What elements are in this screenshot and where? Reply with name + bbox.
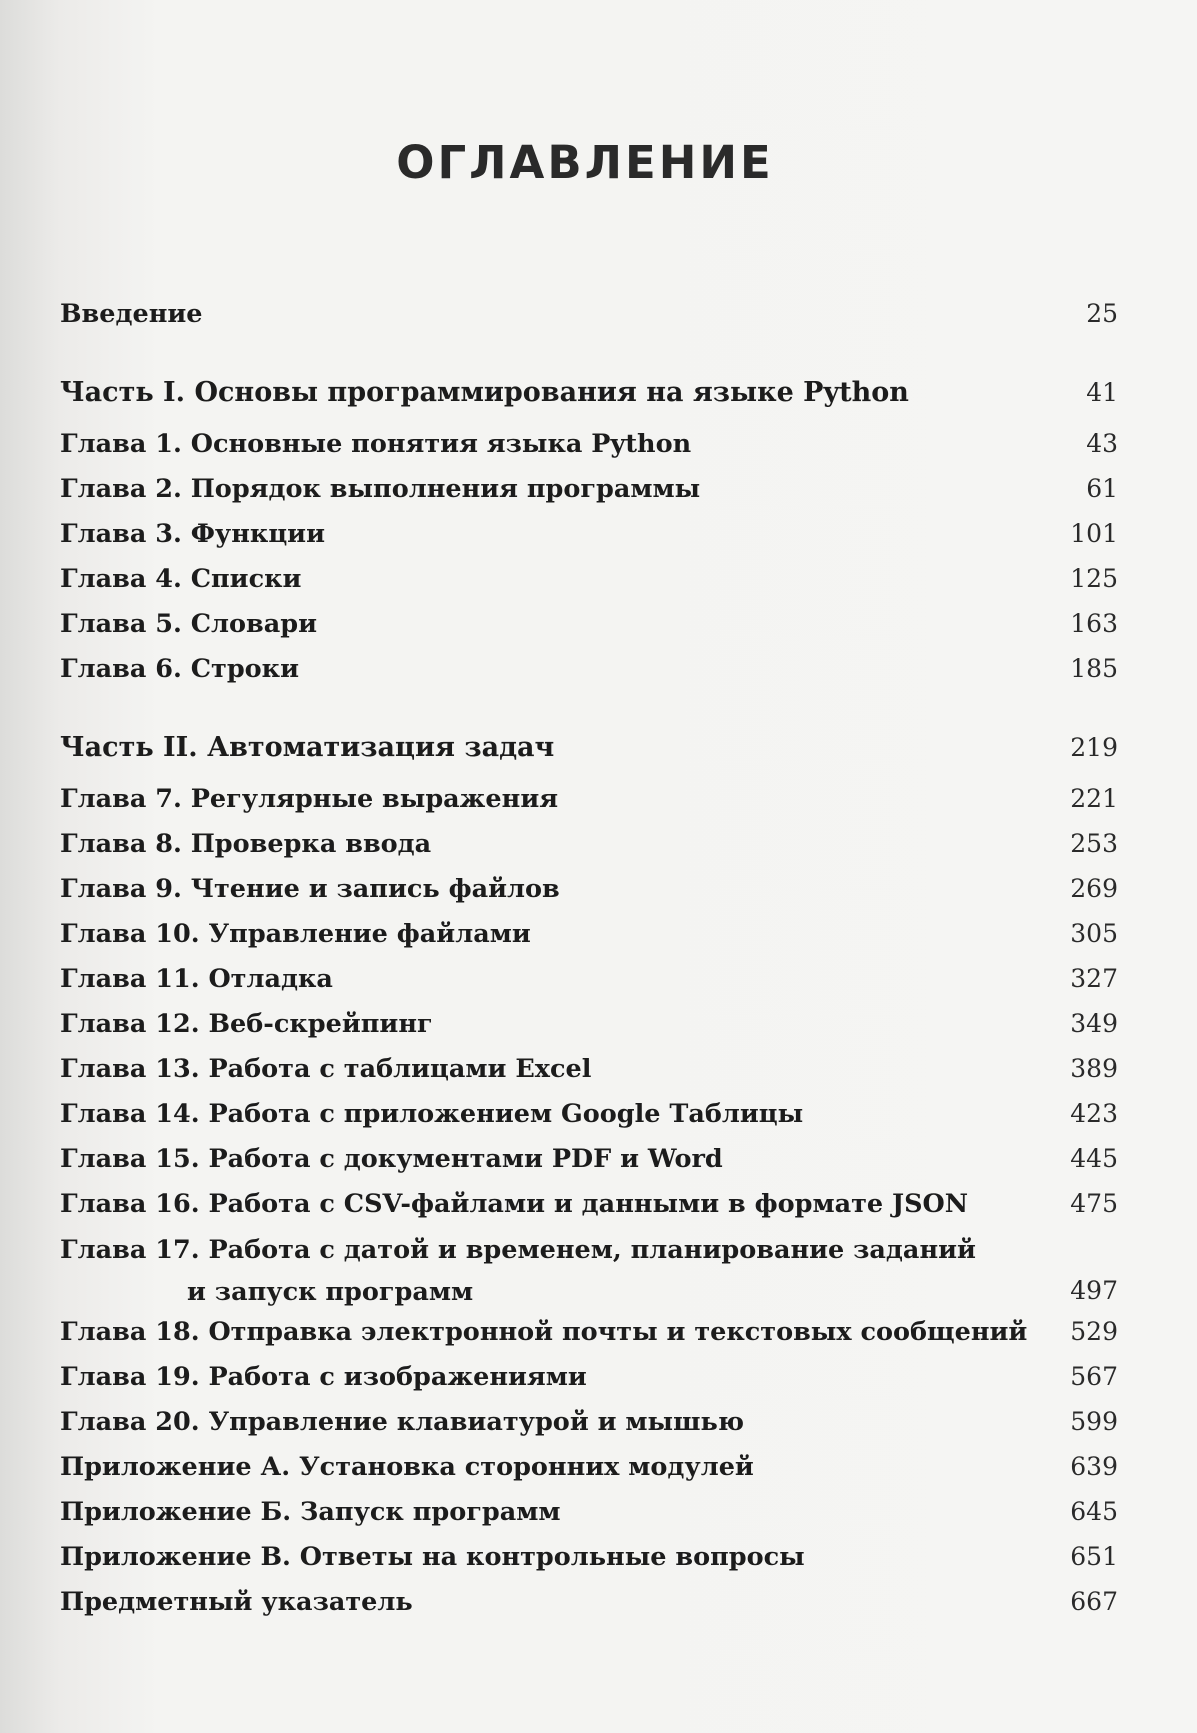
toc-entry-label: Глава 15. Работа с документами PDF и Word	[60, 1144, 723, 1174]
toc-entry-label: Глава 1. Основные понятия языка Python	[60, 429, 692, 459]
toc-entry-label: Глава 11. Отладка	[60, 964, 333, 994]
toc-entry-page: 43	[1086, 429, 1118, 458]
toc-entry-label: Глава 2. Порядок выполнения программы	[60, 474, 701, 504]
toc-entry-chapter-15	[60, 1139, 1118, 1179]
toc-entry-page: 497	[1070, 1276, 1118, 1305]
toc-entry-page: 645	[1070, 1497, 1118, 1526]
toc-entry-page: 41	[1086, 378, 1118, 407]
toc-entry-appendix-v	[60, 1537, 1118, 1577]
toc-entry-chapter-17	[60, 1229, 1118, 1313]
toc-entry-label: Часть I. Основы программирования на языке Python	[60, 377, 909, 408]
toc-entry-label: Глава 10. Управление файлами	[60, 919, 531, 949]
toc-entry-label: Глава 5. Словари	[60, 609, 317, 639]
toc-entry-chapter-12	[60, 1004, 1118, 1044]
toc-entry-chapter-7	[60, 779, 1118, 819]
toc-entry-page: 269	[1070, 874, 1118, 903]
toc-entry-chapter-14	[60, 1094, 1118, 1134]
toc-entry-page: 125	[1070, 564, 1118, 593]
toc-entry-chapter-6	[60, 649, 1118, 689]
toc-entry-label: Глава 20. Управление клавиатурой и мышью	[60, 1407, 744, 1437]
toc-entry-chapter-11	[60, 959, 1118, 999]
toc-entry-label: Глава 4. Списки	[60, 564, 302, 594]
toc-entry-chapter-1	[60, 424, 1118, 464]
toc-entry-page: 327	[1070, 964, 1118, 993]
toc-entry-chapter-10	[60, 914, 1118, 954]
toc-entry-page: 667	[1070, 1587, 1118, 1616]
toc-entry-label	[60, 1229, 976, 1313]
toc-entry-page: 475	[1070, 1189, 1118, 1218]
toc-entry-label: Глава 6. Строки	[60, 654, 299, 684]
toc-entry-label: Глава 18. Отправка электронной почты и текстовых сообщений	[60, 1317, 1028, 1347]
toc-entry-chapter-8	[60, 824, 1118, 864]
toc-entry-label: Предметный указатель	[60, 1587, 413, 1617]
toc-entry-page: 651	[1070, 1542, 1118, 1571]
toc-entry-page: 529	[1070, 1317, 1118, 1346]
toc-entry-label: Введение	[60, 299, 203, 329]
toc-entry-page: 423	[1070, 1099, 1118, 1128]
toc-entry-label: Глава 8. Проверка ввода	[60, 829, 432, 859]
toc-entry-page: 639	[1070, 1452, 1118, 1481]
toc-entry-page: 101	[1070, 519, 1118, 548]
toc-entry-page: 219	[1070, 733, 1118, 762]
toc-entry-chapter-13	[60, 1049, 1118, 1089]
toc-entry-page: 185	[1070, 654, 1118, 683]
toc-entry-chapter-16	[60, 1184, 1118, 1224]
toc-entry-page: 163	[1070, 609, 1118, 638]
toc-entry-chapter-20	[60, 1402, 1118, 1442]
page-title: ОГЛАВЛЕНИЕ	[396, 136, 774, 189]
toc-entry-label: Глава 7. Регулярные выражения	[60, 784, 559, 814]
toc-entry-introduction	[60, 294, 1118, 334]
toc-entry-chapter-9	[60, 869, 1118, 909]
toc-entry-label: Часть II. Автоматизация задач	[60, 732, 555, 763]
toc-entry-page: 61	[1086, 474, 1118, 503]
toc-entry-label: Глава 13. Работа с таблицами Excel	[60, 1054, 592, 1084]
toc-entry-page: 253	[1070, 829, 1118, 858]
toc-entry-part-2	[60, 728, 1118, 768]
toc-entry-chapter-5	[60, 604, 1118, 644]
toc-entry-page: 389	[1070, 1054, 1118, 1083]
toc-entry-chapter-18	[60, 1312, 1118, 1352]
toc-entry-chapter-2	[60, 469, 1118, 509]
toc-entry-index	[60, 1582, 1118, 1622]
toc-entry-label: Приложение А. Установка сторонних модулей	[60, 1452, 754, 1482]
toc-entry-chapter-4	[60, 559, 1118, 599]
toc-entry-chapter-19	[60, 1357, 1118, 1397]
toc-entry-label: Приложение В. Ответы на контрольные вопросы	[60, 1542, 805, 1572]
toc-entry-page: 305	[1070, 919, 1118, 948]
toc-entry-page: 349	[1070, 1009, 1118, 1038]
toc-entry-appendix-a	[60, 1447, 1118, 1487]
toc-entry-label: Глава 16. Работа с CSV-файлами и данными в формате JSON	[60, 1189, 969, 1219]
toc-entry-appendix-b	[60, 1492, 1118, 1532]
toc-entry-label: Глава 12. Веб-скрейпинг	[60, 1009, 433, 1039]
toc-entry-page: 567	[1070, 1362, 1118, 1391]
toc-entry-part-1	[60, 373, 1118, 413]
toc-entry-label: Глава 14. Работа с приложением Google Таблицы	[60, 1099, 804, 1129]
toc-entry-label: Приложение Б. Запуск программ	[60, 1497, 561, 1527]
toc-entry-page: 221	[1070, 784, 1118, 813]
toc-entry-label: Глава 19. Работа с изображениями	[60, 1362, 587, 1392]
toc-entry-page: 25	[1086, 299, 1118, 328]
toc-entry-label: Глава 3. Функции	[60, 519, 325, 549]
toc-entry-chapter-3	[60, 514, 1118, 554]
toc-entry-page: 599	[1070, 1407, 1118, 1436]
toc-entry-label-line-1: Глава 17. Работа с датой и временем, планирование заданий	[60, 1235, 976, 1265]
toc-entry-label-line-2: и запуск программ	[187, 1277, 474, 1307]
toc-entry-page: 445	[1070, 1144, 1118, 1173]
toc-entry-label: Глава 9. Чтение и запись файлов	[60, 874, 560, 904]
